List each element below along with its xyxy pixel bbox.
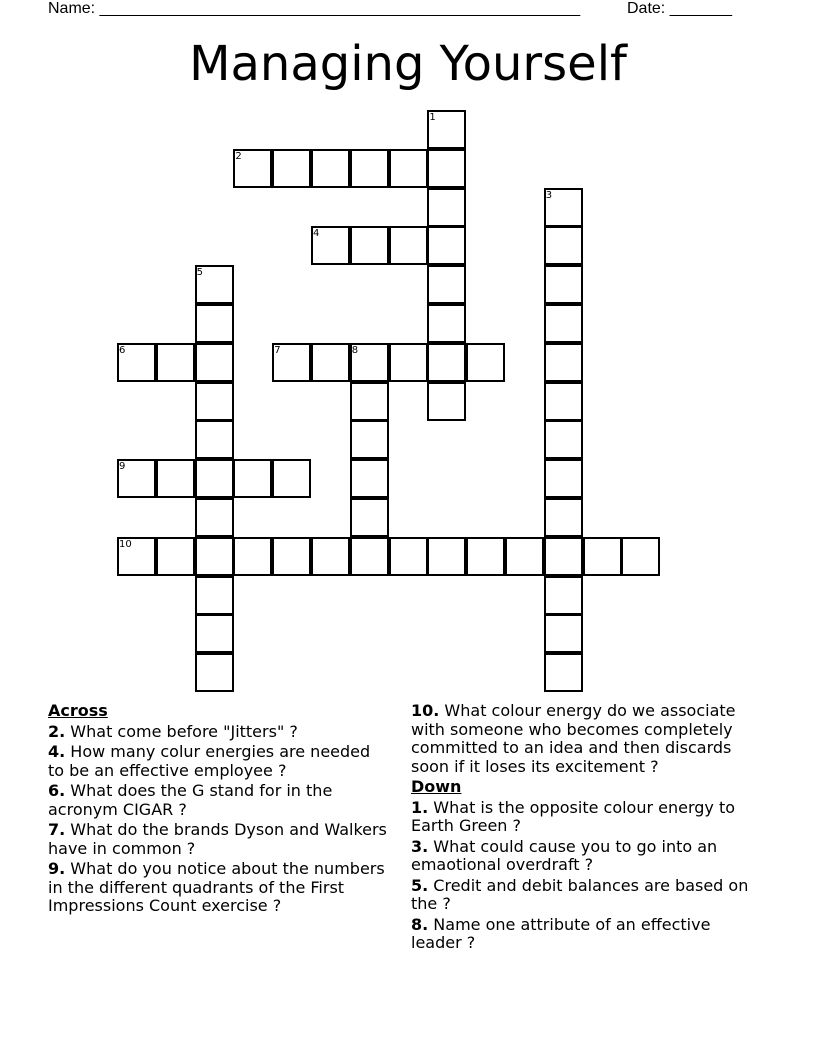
across-clues: [48, 702, 388, 918]
grid-cell[interactable]: [195, 498, 234, 537]
grid-cell[interactable]: [544, 537, 583, 576]
grid-cell[interactable]: [544, 420, 583, 459]
grid-cell[interactable]: [195, 420, 234, 459]
page-title: Managing Yourself: [189, 36, 627, 92]
cell-number: 1: [429, 112, 436, 123]
grid-cell[interactable]: [544, 498, 583, 537]
down-heading: Down: [411, 777, 462, 796]
grid-cell[interactable]: [350, 382, 389, 421]
grid-cell[interactable]: [195, 382, 234, 421]
grid-cell[interactable]: [350, 149, 389, 188]
clue-down-3: [411, 838, 761, 875]
clue-number: 9.: [48, 859, 66, 878]
clue-text: What does the G stand for in the acronym CIGAR ?: [48, 781, 333, 819]
grid-cell[interactable]: [272, 459, 311, 498]
grid-cell[interactable]: [195, 304, 234, 343]
cell-number: 7: [274, 344, 281, 356]
grid-cell[interactable]: [350, 459, 389, 498]
clue-number: 5.: [411, 875, 429, 895]
grid-cell[interactable]: [389, 343, 428, 382]
grid-cell[interactable]: [156, 343, 195, 382]
grid-cell[interactable]: [233, 459, 272, 498]
clue-across-10: [411, 702, 761, 776]
grid-cell[interactable]: [466, 537, 505, 576]
grid-cell[interactable]: [544, 343, 583, 382]
grid-cell[interactable]: [544, 226, 583, 265]
grid-cell[interactable]: [427, 149, 466, 188]
clue-across-6: [48, 782, 388, 819]
clue-number: 2.: [48, 721, 66, 741]
date-field-label: Date: _______: [627, 0, 732, 17]
clue-number: 8.: [411, 914, 429, 934]
grid-cell[interactable]: [350, 498, 389, 537]
grid-cell[interactable]: [544, 265, 583, 304]
grid-cell[interactable]: [427, 382, 466, 421]
grid-cell[interactable]: [195, 614, 234, 653]
grid-cell[interactable]: [195, 343, 234, 382]
grid-cell[interactable]: [311, 149, 350, 188]
name-field-label: Name: ______________________________________________________: [48, 0, 581, 17]
grid-cell[interactable]: [583, 537, 622, 576]
cell-number: 4: [313, 228, 320, 240]
grid-cell[interactable]: [389, 226, 428, 265]
clue-down-5: [411, 877, 761, 914]
grid-cell[interactable]: [156, 459, 195, 498]
grid-cell[interactable]: [195, 653, 234, 692]
right-clues-column: [411, 702, 761, 955]
grid-cell[interactable]: [350, 537, 389, 576]
grid-cell[interactable]: [350, 226, 389, 265]
clue-down-1: [411, 799, 761, 836]
grid-cell[interactable]: [544, 576, 583, 615]
grid-cell[interactable]: [621, 537, 660, 576]
cell-number: 6: [119, 344, 126, 356]
grid-cell[interactable]: [427, 537, 466, 576]
cell-number: 3: [545, 189, 553, 201]
cell-number: 5: [196, 267, 203, 279]
grid-cell[interactable]: [427, 188, 466, 227]
grid-cell[interactable]: [544, 382, 583, 421]
grid-cell[interactable]: [389, 149, 428, 188]
clue-number: 6.: [48, 781, 66, 800]
clue-across-9: [48, 860, 388, 916]
grid-cell[interactable]: [427, 343, 466, 382]
grid-cell[interactable]: [427, 226, 466, 265]
grid-cell[interactable]: [427, 265, 466, 304]
grid-cell[interactable]: [195, 459, 234, 498]
grid-cell[interactable]: [311, 537, 350, 576]
clue-number: 7.: [48, 820, 66, 839]
grid-cell[interactable]: [350, 420, 389, 459]
clue-text: What could cause you to go into an emaotional overdraft ?: [411, 836, 718, 874]
clue-number: 4.: [48, 742, 66, 761]
grid-cell[interactable]: [505, 537, 544, 576]
clue-text: How many colur energies are needed to be an effective employee ?: [48, 742, 371, 780]
cell-number: 9: [119, 461, 126, 473]
clue-text: What do you notice about the numbers in the different quadrants of the First Impressions Count exercise ?: [48, 859, 385, 915]
clue-across-4: [48, 743, 388, 780]
grid-cell[interactable]: [427, 304, 466, 343]
grid-cell[interactable]: [272, 149, 311, 188]
clue-down-8: [411, 916, 761, 953]
cell-number: 2: [235, 150, 242, 162]
clue-across-2: [48, 723, 388, 742]
grid-cell[interactable]: [466, 343, 505, 382]
clue-text: Name one attribute of an effective leader ?: [411, 914, 711, 952]
grid-cell[interactable]: [233, 537, 272, 576]
clue-number: 10.: [411, 701, 440, 720]
grid-cell[interactable]: [544, 653, 583, 692]
grid-cell[interactable]: [544, 614, 583, 653]
clue-text: What come before "Jitters" ?: [65, 721, 298, 741]
clue-text: Credit and debit balances are based on the ?: [411, 875, 749, 913]
grid-cell[interactable]: [544, 459, 583, 498]
cell-number: 10: [119, 538, 132, 550]
grid-cell[interactable]: [195, 576, 234, 615]
clue-number: 1.: [411, 797, 429, 817]
clue-text: What is the opposite colour energy to Earth Green ?: [411, 797, 736, 835]
clue-across-7: [48, 821, 388, 858]
grid-cell[interactable]: [544, 304, 583, 343]
grid-cell[interactable]: [272, 537, 311, 576]
across-heading: Across: [48, 701, 108, 720]
grid-cell[interactable]: [195, 537, 234, 576]
grid-cell[interactable]: [311, 343, 350, 382]
clue-text: What colour energy do we associate with someone who becomes completely committed to an idea and then discards soon if it loses its excitement ?: [411, 701, 736, 776]
grid-cell[interactable]: [389, 537, 428, 576]
clue-number: 3.: [411, 836, 429, 856]
cell-number: 8: [351, 344, 359, 356]
clue-text: What do the brands Dyson and Walkers have in common ?: [48, 820, 387, 858]
grid-cell[interactable]: [156, 537, 195, 576]
